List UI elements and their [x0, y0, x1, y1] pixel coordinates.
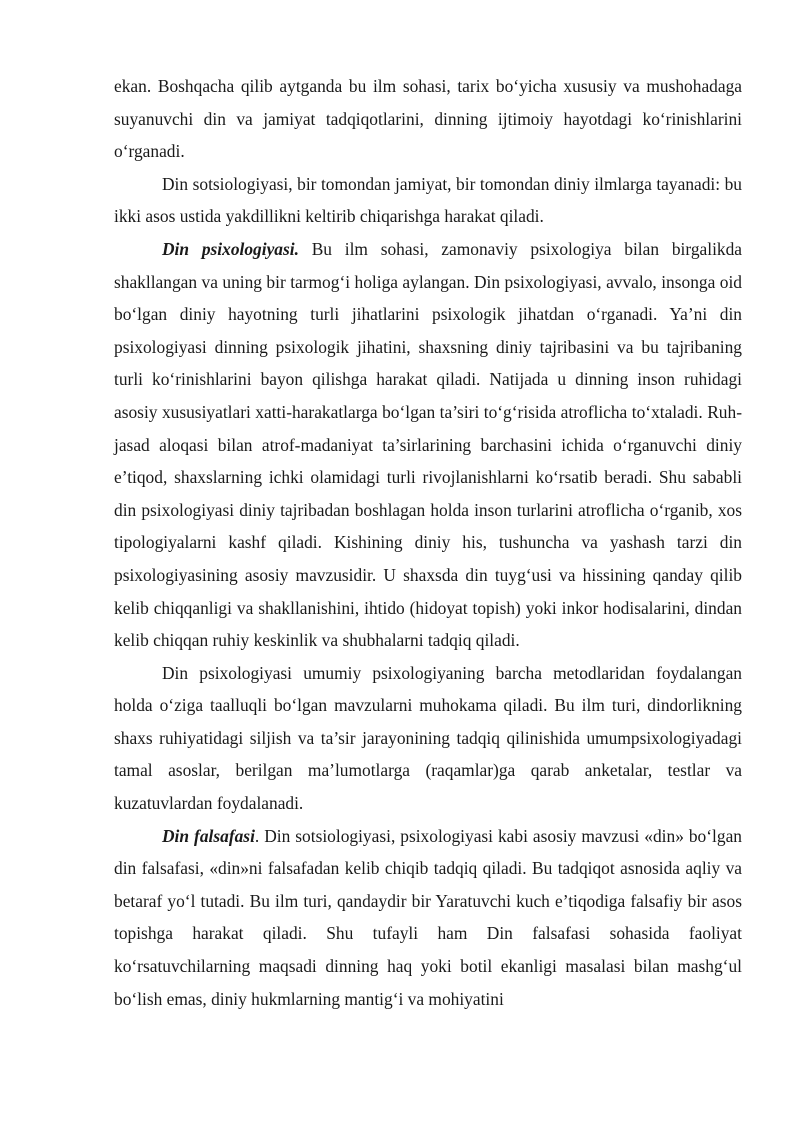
paragraph-text: ekan. Boshqacha qilib aytganda bu ilm sohasi, tarix bo‘yicha xususiy va mushohadaga suyanuvchi din va jamiyat tadqiqotlarini, dinning ijtimoiy hayotdagi ko‘rinishlarini o‘rganadi. — [114, 76, 742, 162]
paragraph-din-falsafasi — [114, 820, 742, 1016]
paragraph-continuation — [114, 70, 742, 168]
section-term: Din falsafasi — [162, 825, 255, 846]
paragraph-psixologiya-metodlar — [114, 657, 742, 820]
paragraph-text: Din sotsiologiyasi, bir tomondan jamiyat, bir tomondan diniy ilmlarga tayanadi: bu ikki asos ustida yakdillikni keltirib chiqarishga harakat qiladi. — [114, 173, 742, 227]
paragraph-text: Din psixologiyasi umumiy psixologiyaning barcha metodlaridan foydalangan holda o‘ziga taalluqli bo‘lgan mavzularni muhokama qiladi. Bu ilm turi, dindorlikning shaxs ruhiyatidagi siljish va ta’sir jarayonining tadqiq qilinishida umumpsixologiyadagi tamal asoslar, berilgan ma’lumotlarga (raqamlar)ga qarab anketalar, testlar va kuzatuvlardan foydalanadi. — [114, 662, 742, 814]
paragraph-text: Bu ilm sohasi, zamonaviy psixologiya bilan birgalikda shakllangan va uning bir tarmog‘i holiga aylangan. Din psixologiyasi, avvalo, insonga oid bo‘lgan diniy hayotning turli jihatlarini psixologik jihatdan o‘rganadi. Ya’ni din psixologiyasi dinning psixologik jihatini, shaxsning diniy tajribasini va bu tajribaning turli ko‘rinishlarini bayon qilishga harakat qiladi. Natijada u dinning inson ruhidagi asosiy xususiyatlari xatti-harakatlarga bo‘lgan ta’siri to‘g‘risida atroflicha to‘xtaladi. Ruh-jasad aloqasi bilan atrof-madaniyat ta’sirlarining barchasini ichida o‘rganuvchi diniy e’tiqod, shaxslarning ichki olamidagi turli rivojlanishlarni ko‘rsatib beradi. Shu sababli din psixologiyasi diniy tajribadan boshlagan holda inson turlarini atroflicha o‘rganib, xos tipologiyalarni kashf qiladi. Kishining diniy his, tushuncha va yashash tarzi din psixologiyasining asosiy mavzusidir. U shaxsda din tuyg‘usi va hissining qanday qilib kelib chiqqanligi va shakllanishini, ihtido (hidoyat topish) yoki inkor hodisalarini, dindan kelib chiqqan ruhiy keskinlik va shubhalarni tadqiq qiladi. — [114, 238, 743, 651]
paragraph-din-sotsiologiyasi — [114, 168, 742, 233]
document-page — [114, 70, 742, 1015]
paragraph-text: . Din sotsiologiyasi, psixologiyasi kabi asosiy mavzusi «din» bo‘lgan din falsafasi, «din»ni falsafadan kelib chiqib tadqiq qiladi. Bu tadqiqot asnosida aqliy va betaraf yo‘l tutadi. Bu ilm turi, qandaydir bir Yaratuvchi kuch e’tiqodiga falsafiy bir asos topishga harakat qiladi. Shu tufayli ham Din falsafasi sohasida faoliyat ko‘rsatuvchilarning maqsadi dinning haq yoki botil ekanligi masalasi bilan mashg‘ul bo‘lish emas, diniy hukmlarning mantig‘i va mohiyatini — [114, 825, 742, 1009]
section-term: Din psixologiyasi. — [162, 238, 299, 259]
paragraph-din-psixologiyasi — [114, 233, 742, 657]
